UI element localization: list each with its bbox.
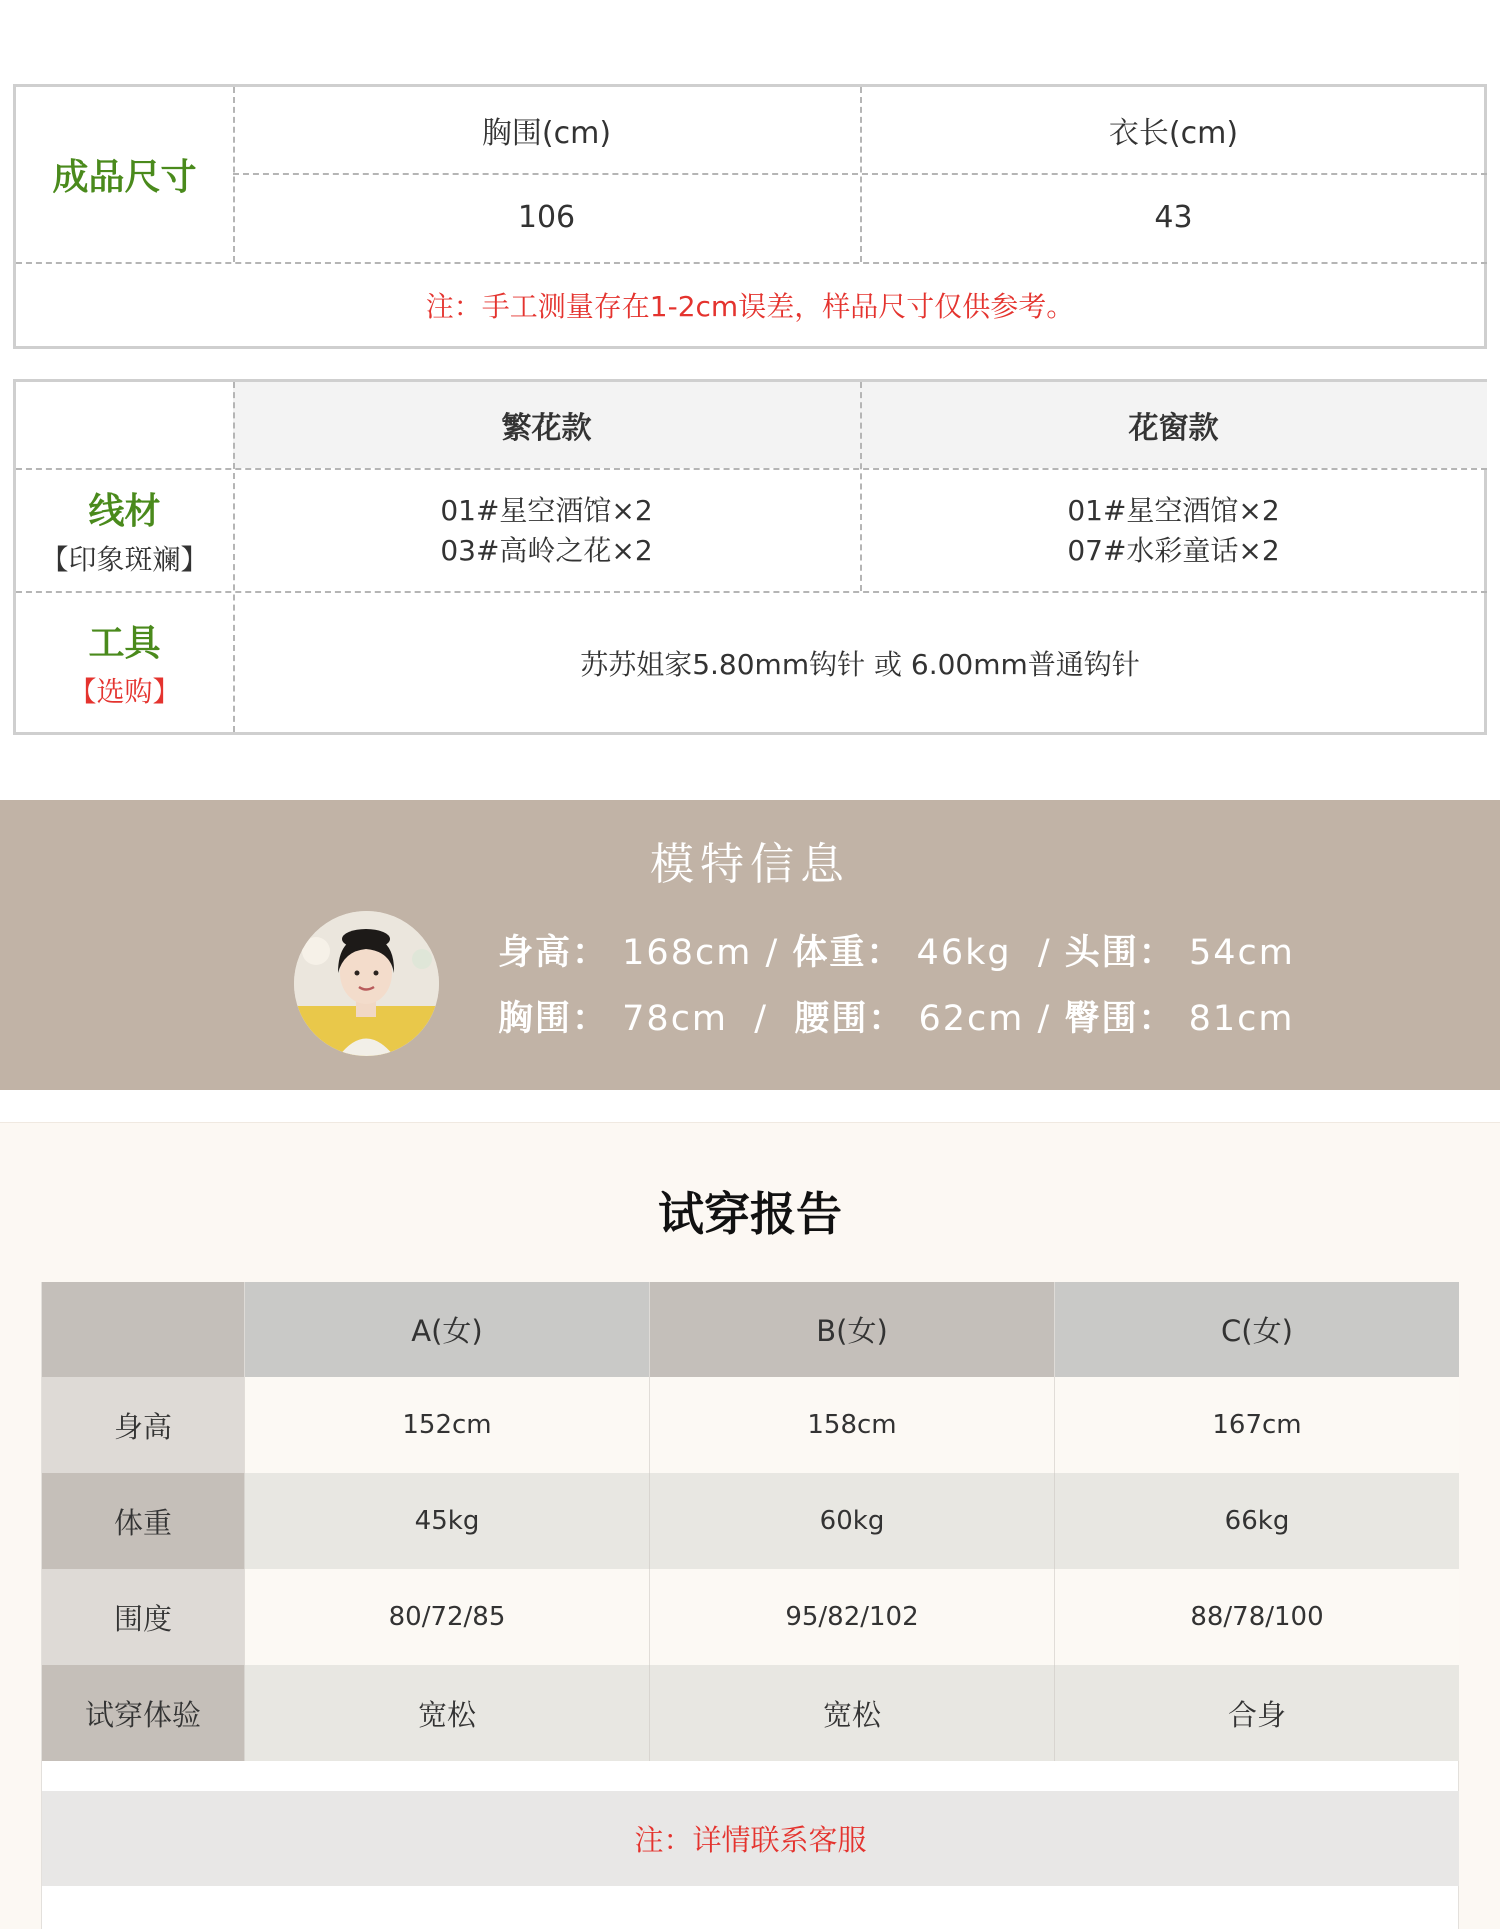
model-portrait-image	[294, 911, 439, 1056]
size-row-header: 成品尺寸	[52, 157, 197, 198]
floral-yarn-cell	[233, 470, 860, 591]
floral-yarn-line-2: 03#高岭之花×2	[440, 533, 653, 567]
report-header-b: B(女)	[649, 1282, 1054, 1377]
report-cell: 合身	[1054, 1665, 1459, 1761]
style-window-header: 花窗款	[1128, 411, 1219, 446]
model-avatar	[294, 911, 439, 1056]
height-label: 身高：	[498, 933, 610, 973]
report-cell: 167cm	[1054, 1377, 1459, 1473]
hip-value: 81cm	[1188, 999, 1295, 1039]
report-table	[41, 1282, 1459, 1929]
style-floral-header: 繁花款	[501, 411, 592, 446]
tool-label-cell	[16, 593, 233, 732]
separator: /	[1037, 999, 1052, 1039]
model-measure-line-1	[498, 925, 1295, 975]
floral-yarn-line-1: 01#星空酒馆×2	[440, 493, 653, 527]
length-value: 43	[1154, 200, 1193, 235]
head-label: 头围：	[1064, 933, 1176, 973]
model-info-title: 模特信息	[650, 839, 850, 890]
tool-text: 苏苏姐家5.80mm钩针 或 6.00mm普通钩针	[580, 647, 1140, 681]
report-cell: 宽松	[649, 1665, 1054, 1761]
head-value: 54cm	[1188, 933, 1295, 973]
tool-label: 工具	[88, 623, 161, 664]
report-cell: 88/78/100	[1054, 1569, 1459, 1665]
report-cell: 66kg	[1054, 1473, 1459, 1569]
length-header: 衣长(cm)	[1108, 116, 1239, 151]
bust-value: 78cm	[622, 999, 729, 1039]
model-measure-line-2	[498, 991, 1295, 1041]
size-note: 注：手工测量存在1-2cm误差，样品尺寸仅供参考。	[425, 290, 1075, 323]
size-table	[13, 84, 1487, 349]
report-cell: 95/82/102	[649, 1569, 1054, 1665]
report-cell: 45kg	[244, 1473, 649, 1569]
report-title: 试穿报告	[658, 1187, 842, 1241]
material-table	[13, 379, 1487, 735]
weight-value: 46kg	[916, 933, 1012, 973]
bust-label: 胸围：	[498, 999, 610, 1039]
yarn-label: 线材	[88, 491, 161, 532]
separator: /	[1037, 933, 1052, 973]
report-cell: 158cm	[649, 1377, 1054, 1473]
report-row-label: 体重	[42, 1473, 244, 1569]
report-header-c: C(女)	[1054, 1282, 1459, 1377]
report-row-label: 围度	[42, 1569, 244, 1665]
yarn-label-cell	[16, 470, 233, 591]
window-yarn-line-2: 07#水彩童话×2	[1067, 533, 1280, 567]
report-cell: 80/72/85	[244, 1569, 649, 1665]
report-cell: 60kg	[649, 1473, 1054, 1569]
yarn-sub-label: 【印象斑斓】	[40, 543, 209, 576]
window-yarn-cell	[860, 470, 1487, 591]
height-value: 168cm	[622, 933, 753, 973]
bust-header: 胸围(cm)	[481, 116, 612, 151]
weight-label: 体重：	[792, 933, 904, 973]
report-cell: 152cm	[244, 1377, 649, 1473]
report-note[interactable]: 注：详情联系客服	[42, 1791, 1459, 1886]
tool-buy-link[interactable]: 【选购】	[68, 675, 181, 708]
separator: /	[765, 933, 780, 973]
report-row-label: 试穿体验	[42, 1665, 244, 1761]
report-header-a: A(女)	[244, 1282, 649, 1377]
report-cell: 宽松	[244, 1665, 649, 1761]
waist-label: 腰围：	[794, 999, 906, 1039]
window-yarn-line-1: 01#星空酒馆×2	[1067, 493, 1280, 527]
report-row-label: 身高	[42, 1377, 244, 1473]
report-header-corner	[42, 1282, 244, 1377]
bust-value: 106	[517, 200, 576, 235]
waist-value: 62cm	[918, 999, 1025, 1039]
hip-label: 臀围：	[1064, 999, 1176, 1039]
separator: /	[754, 999, 769, 1039]
